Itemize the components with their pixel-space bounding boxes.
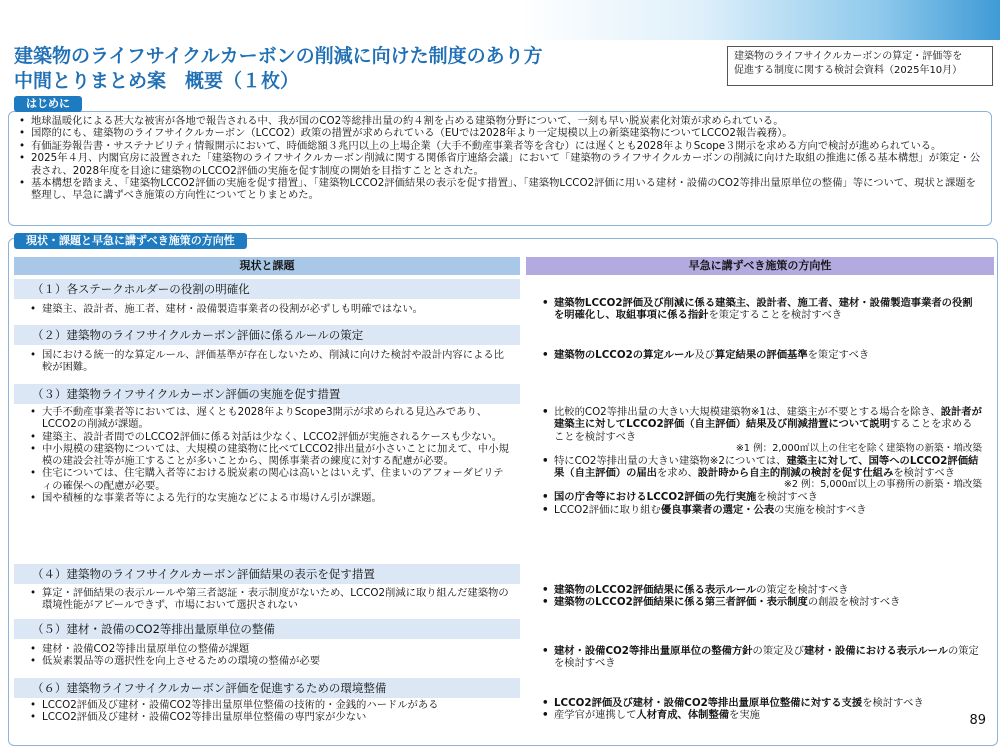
source-note-line2: 促進する制度に関する検討会資料（2025年10月） (734, 65, 963, 76)
column-header-measures: 早急に講ずべき施策の方向性 (526, 257, 994, 275)
intro-item: • 地球温暖化による甚大な被害が各地で報告される中、我が国のCO2等総排出量の約４割を占める建築物分野について、一刻も早い脱炭素化対策が求められている。 (9, 115, 981, 127)
topic-1-issues (14, 303, 520, 315)
footnote-1: ※1 例：2,000㎡以上の住宅を除く建築物の新築・増改築 (735, 442, 982, 454)
measure-item: • 建築物のLCCO2評価結果に係る表示ルールの策定を検討すべき (530, 584, 990, 596)
footnote-2: ※2 例：5,000㎡以上の事務所の新築・増改築 (783, 479, 982, 491)
topic-3-measures (530, 406, 990, 516)
issue-item: • 低炭素製品等の選択性を向上させるための環境の整備が必要 (14, 655, 520, 667)
measure-item: • 特にCO2等排出量の大きい建築物※2については、建築主に対して、国等へのLCCO2評価結果（自主評価）の届出を求め、設計時から自主的削減の検討を促す仕組みを検討すべき (530, 455, 990, 480)
source-note-line1: 建築物のライフサイクルカーボンの算定・評価等を (734, 51, 963, 62)
topic-2-issues (14, 349, 520, 374)
topic-1-measures (530, 297, 990, 322)
intro-item: • 2025年４月、内閣官房に設置された「建築物のライフサイクルカーボン削減に関する関係省庁連絡会議」において「建築物のライフサイクルカーボンの削減に向けた取組の推進に係る基本構想」が策定・公表され、2028年度を目途に建築物のLCCO2評価の実施を促す制度の開始を目指すこととされた。 (9, 152, 981, 177)
column-header-current-issues: 現状と課題 (14, 257, 520, 275)
source-note-box (727, 46, 993, 86)
topic-5-title: （５）建材・設備のCO2等排出量原単位の整備 (14, 619, 520, 639)
issue-item: • 建築主、設計者間でのLCCO2評価に係る対話は少なく、LCCO2評価が実施されるケースも少ない。 (14, 431, 520, 443)
intro-section (8, 111, 992, 226)
issue-item: • 住宅については、住宅購入者等における脱炭素の関心は高いとはいえず、住まいのアフォーダビリティの確保への配慮が必要。 (14, 467, 520, 492)
issue-item: • 国や積極的な事業者等による先行的な実施などによる市場けん引が課題。 (14, 492, 520, 504)
measure-item: • 国の庁舎等におけるLCCO2評価の先行実施を検討すべき (530, 491, 990, 503)
topic-2-measures (530, 349, 990, 361)
issue-item: • LCCO2評価及び建材・設備CO2等排出量原単位整備の技術的・金銭的ハードルがある (14, 699, 520, 711)
issue-item: • 国における統一的な算定ルール、評価基準が存在しないため、削減に向けた検討や設計内容による比較が困難。 (14, 349, 520, 374)
page-number: 89 (969, 713, 986, 728)
page-title (14, 44, 543, 94)
measure-item: • 建築物のLCCO2の算定ルール及び算定結果の評価基準を策定すべき (530, 349, 990, 361)
topic-3-issues (14, 406, 520, 504)
intro-section-label: はじめに (14, 96, 82, 112)
main-section-label: 現状・課題と早急に講ずべき施策の方向性 (14, 233, 247, 249)
measure-item: • 産学官が連携して人材育成、体制整備を実施 (530, 709, 990, 721)
intro-item: • 国際的にも、建築物のライフサイクルカーボン（LCCO2）政策の措置が求められている（EUでは2028年より一定規模以上の新築建築物についてLCCO2報告義務）。 (9, 127, 981, 139)
topic-4-issues (14, 587, 520, 612)
topic-5-measures (530, 645, 990, 670)
intro-item: • 基本構想を踏まえ、「建築物LCCO2評価の実施を促す措置」、「建築物LCCO2評価結果の表示を促す措置」、「建築物LCCO2評価に用いる建材・設備のCO2等排出量原単位の整備」等について、現状と課題を整理し、早急に講ずべき施策の方向性についてとりまとめた。 (9, 177, 981, 202)
intro-item: • 有価証券報告書・サステナビリティ情報開示において、時価総額３兆円以上の上場企業（大手不動産事業者等を含む）には遅くとも2028年よりScope３開示を求める方向で検討が進められている。 (9, 140, 981, 152)
topic-6-measures (530, 697, 990, 722)
header-gradient-band (0, 0, 1000, 40)
topic-2-title: （２）建築物のライフサイクルカーボン評価に係るルールの策定 (14, 325, 520, 345)
issue-item: • 中小規模の建築物については、大規模の建築物に比べてLCCO2排出量が小さいことに加えて、中小規模の建設会社等が施工することが多いことから、関係事業者の練度に対する配慮が必要。 (14, 443, 520, 468)
issue-item: • 建材・設備CO2等排出量原単位の整備が課題 (14, 643, 520, 655)
issue-item: • 建築主、設計者、施工者、建材・設備製造事業者の役割が必ずしも明確ではない。 (14, 303, 520, 315)
page-title-line2: 中間とりまとめ案 概要（１枚） (14, 70, 300, 92)
issue-item: • LCCO2評価及び建材・設備CO2等排出量原単位整備の専門家が少ない (14, 711, 520, 723)
measure-item: • 建築物のLCCO2評価結果に係る第三者評価・表示制度の創設を検討すべき (530, 596, 990, 608)
intro-list (9, 115, 987, 202)
page-title-line1: 建築物のライフサイクルカーボンの削減に向けた制度のあり方 (14, 45, 543, 67)
topic-6-title: （６）建築物ライフサイクルカーボン評価を促進するための環境整備 (14, 678, 520, 698)
topic-5-issues (14, 643, 520, 668)
issue-item: • 大手不動産事業者等においては、遅くとも2028年よりScope3開示が求められる見込みであり、LCCO2の削減が課題。 (14, 406, 520, 431)
topic-4-title: （４）建築物のライフサイクルカーボン評価結果の表示を促す措置 (14, 564, 520, 584)
topic-3-title: （３）建築物ライフサイクルカーボン評価の実施を促す措置 (14, 384, 520, 404)
issue-item: • 算定・評価結果の表示ルールや第三者認証・表示制度がないため、LCCO2削減に取り組んだ建築物の環境性能がアピールできず、市場において選択されない (14, 587, 520, 612)
topic-4-measures (530, 584, 990, 609)
measure-item: • 比較的CO2等排出量の大きい大規模建築物※1は、建築主が不要とする場合を除き、設計者が建築主に対してLCCO2評価（自主評価）結果及び削減措置について説明することを求めることを検討すべき (530, 406, 990, 443)
measure-item: • LCCO2評価に取り組む優良事業者の選定・公表の実施を検討すべき (530, 504, 990, 516)
topic-6-issues (14, 699, 520, 724)
measure-item: • 建築物LCCO2評価及び削減に係る建築主、設計者、施工者、建材・設備製造事業者の役割を明確化し、取組事項に係る指針を策定することを検討すべき (530, 297, 990, 322)
measure-item: • LCCO2評価及び建材・設備CO2等排出量原単位整備に対する支援を検討すべき (530, 697, 990, 709)
topic-1-title: （１）各ステークホルダーの役割の明確化 (14, 279, 520, 299)
measure-item: • 建材・設備CO2等排出量原単位の整備方針の策定及び建材・設備における表示ルールの策定を検討すべき (530, 645, 990, 670)
